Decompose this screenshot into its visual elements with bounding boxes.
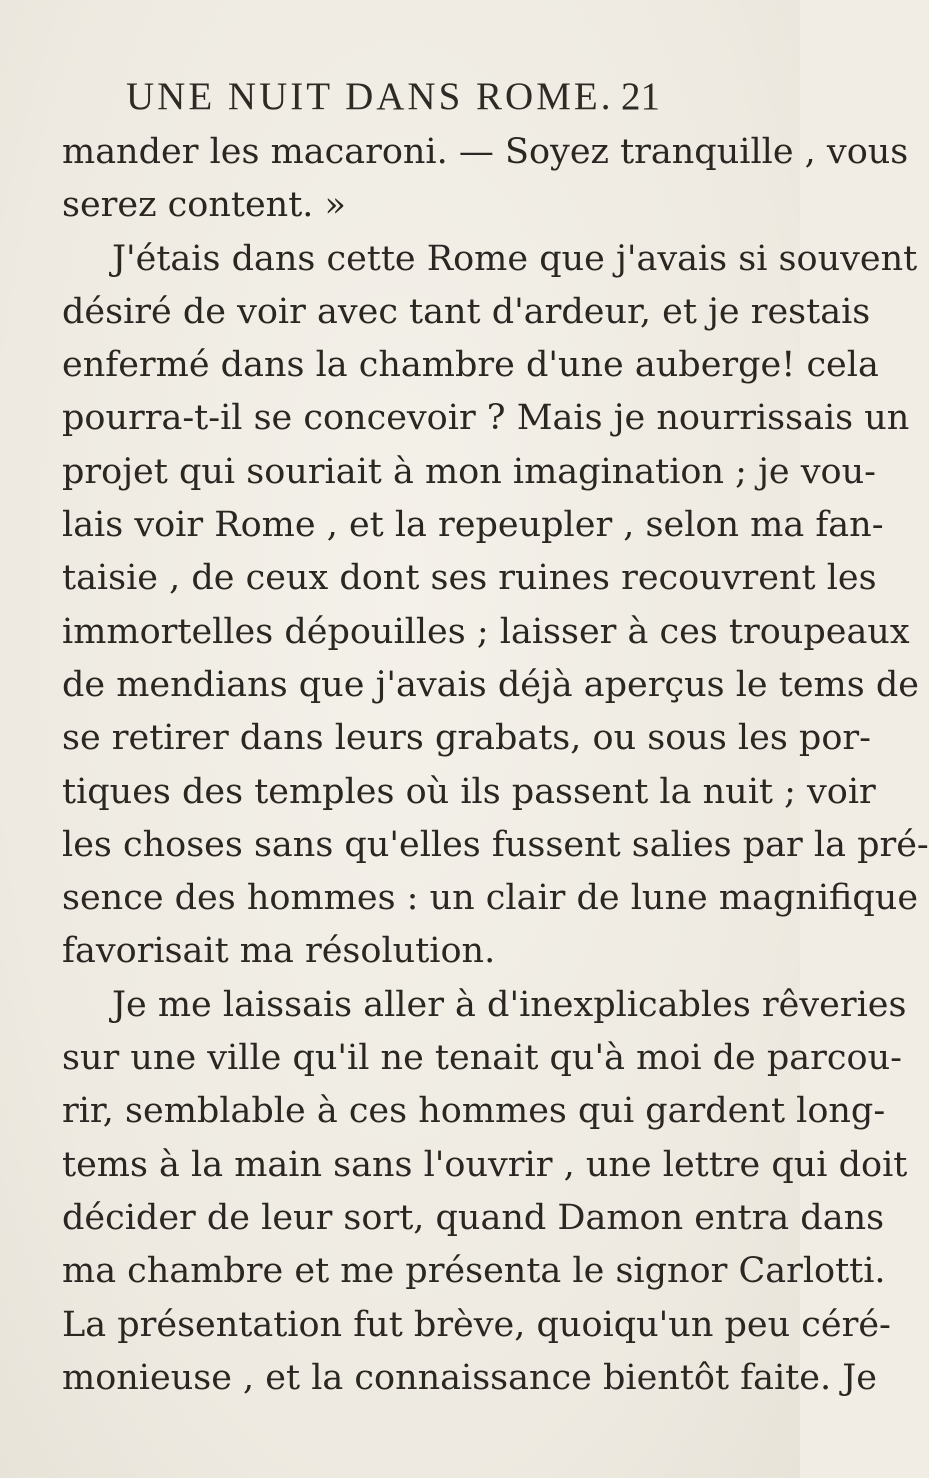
text-line: les choses sans qu'elles fussent salies par la pré- — [62, 824, 929, 865]
text-line: tiques des temples où ils passent la nuit ; voir — [62, 771, 876, 812]
text-line: désiré de voir avec tant d'ardeur, et je restais — [62, 291, 871, 332]
text-line: de mendians que j'avais déjà aperçus le tems de — [62, 664, 919, 705]
text-line: ma chambre et me présenta le signor Carlotti. — [62, 1251, 886, 1292]
paragraph-start-line: J'étais dans cette Rome que j'avais si souvent — [112, 238, 918, 279]
page-header — [0, 74, 800, 124]
text-line: pourra-t-il se concevoir ? Mais je nourrissais un — [62, 398, 910, 439]
text-line: tems à la main sans l'ouvrir , une lettre qui doit — [62, 1144, 908, 1185]
text-line: rir, semblable à ces hommes qui gardent long- — [62, 1091, 886, 1132]
text-line: projet qui souriait à mon imagination ; je vou- — [62, 451, 876, 492]
paragraph-start-line: Je me laissais aller à d'inexplicables rêveries — [112, 984, 907, 1025]
text-line: décider de leur sort, quand Damon entra dans — [62, 1197, 885, 1238]
page-number: 21 — [621, 75, 660, 118]
text-line: La présentation fut brève, quoiqu'un peu céré- — [62, 1304, 891, 1345]
text-line: serez content. » — [62, 185, 346, 226]
text-line: enfermé dans la chambre d'une auberge! cela — [62, 345, 879, 386]
running-title: UNE NUIT DANS ROME. — [126, 75, 614, 118]
text-line: monieuse , et la connaissance bientôt faite. Je — [62, 1357, 877, 1398]
text-line: taisie , de ceux dont ses ruines recouvrent les — [62, 558, 877, 599]
text-line: lais voir Rome , et la repeupler , selon ma fan- — [62, 505, 884, 546]
text-line: sence des hommes : un clair de lune magnifique — [62, 878, 919, 919]
text-line: mander les macaroni. — Soyez tranquille , vous — [62, 132, 909, 172]
body-text — [62, 126, 929, 1405]
text-line: immortelles dépouilles ; laisser à ces troupeaux — [62, 611, 910, 652]
text-line: se retirer dans leurs grabats, ou sous les por- — [62, 718, 871, 759]
text-line: favorisait ma résolution. — [62, 931, 496, 972]
text-line: sur une ville qu'il ne tenait qu'à moi de parcou- — [62, 1038, 902, 1079]
